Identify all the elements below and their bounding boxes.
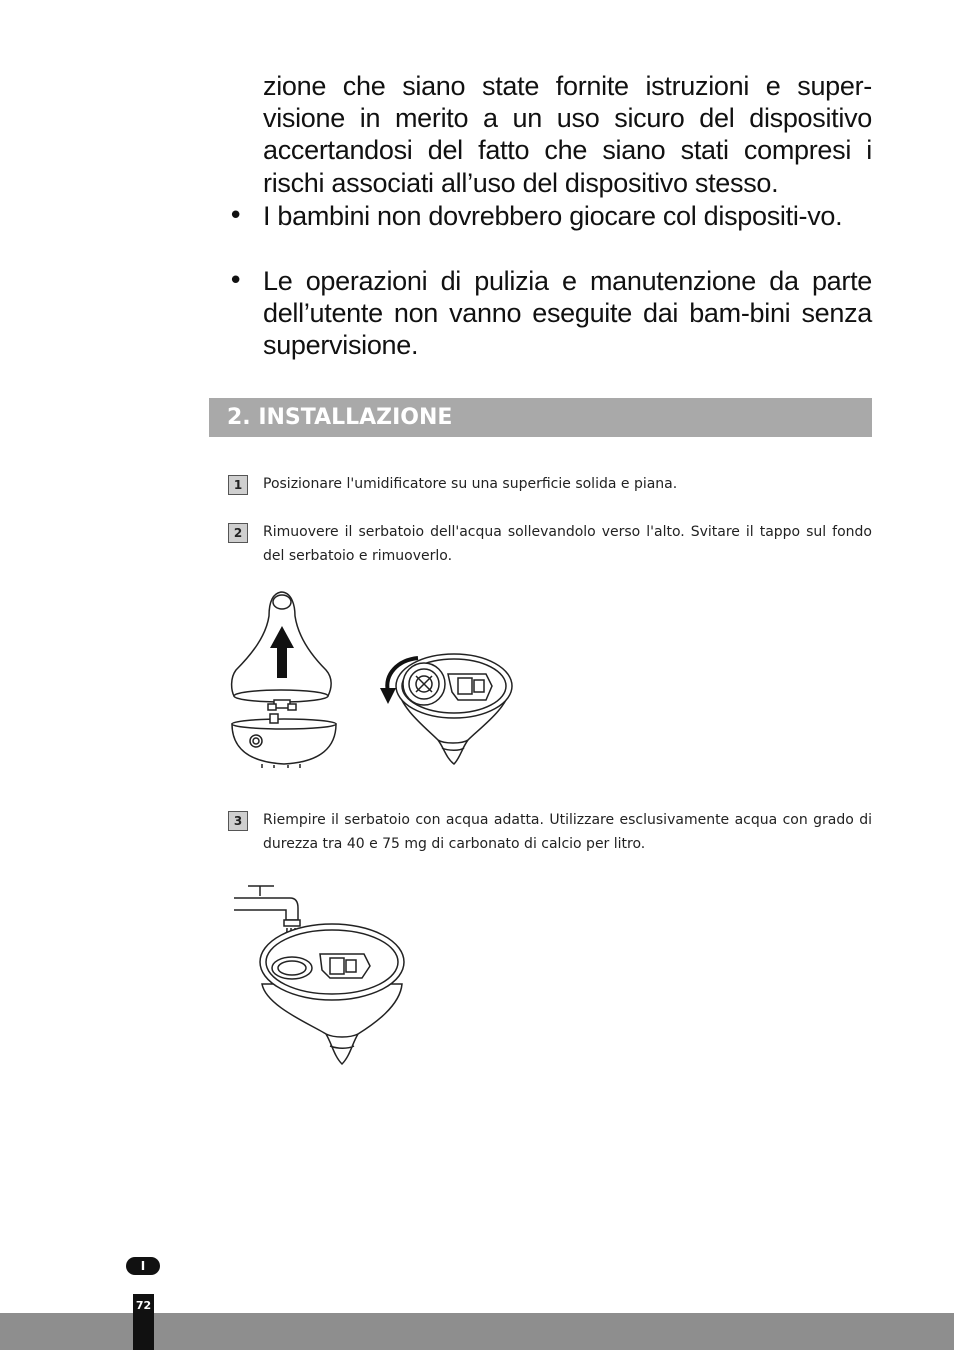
language-badge: I — [126, 1257, 160, 1275]
step-number-1: 1 — [228, 475, 248, 495]
tank-fill-tap-illustration — [230, 880, 410, 1070]
tank-unscrew-cap-illustration — [376, 648, 516, 768]
step-text-2: Rimuovere il serbatoio dell'acqua sollevandolo verso l'alto. Svitare il tappo sul fondo del serbatoio e rimuoverlo. — [263, 524, 872, 564]
step-text-1: Posizionare l'umidificatore su una superficie solida e piana. — [263, 476, 678, 492]
bullet-marker: • — [228, 266, 244, 296]
intro-continuation: zione che siano state fornite istruzioni e super-visione in merito a un uso sicuro del dispositivo accertandosi del fatto che siano stati compresi i rischi associati all’uso del dispositivo stesso. — [263, 71, 872, 198]
humidifier-lift-tank-illustration — [226, 586, 346, 770]
section-header-bar — [209, 398, 872, 437]
section-title: 2. INSTALLAZIONE — [227, 405, 453, 430]
page-number: 72 — [133, 1294, 154, 1350]
bullet-cleaning-supervision: Le operazioni di pulizia e manutenzione da parte dell’utente non vanno eseguite dai bam-bini senza supervisione. — [263, 266, 872, 361]
bullet-marker: • — [228, 201, 244, 231]
step-text-3: Riempire il serbatoio con acqua adatta. Utilizzare esclusivamente acqua con grado di durezza tra 40 e 75 mg di carbonato di calcio per litro. — [263, 812, 872, 852]
step-number-2: 2 — [228, 523, 248, 543]
step-number-3: 3 — [228, 811, 248, 831]
bullet-children-play: I bambini non dovrebbero giocare col dispositi-vo. — [263, 201, 843, 231]
